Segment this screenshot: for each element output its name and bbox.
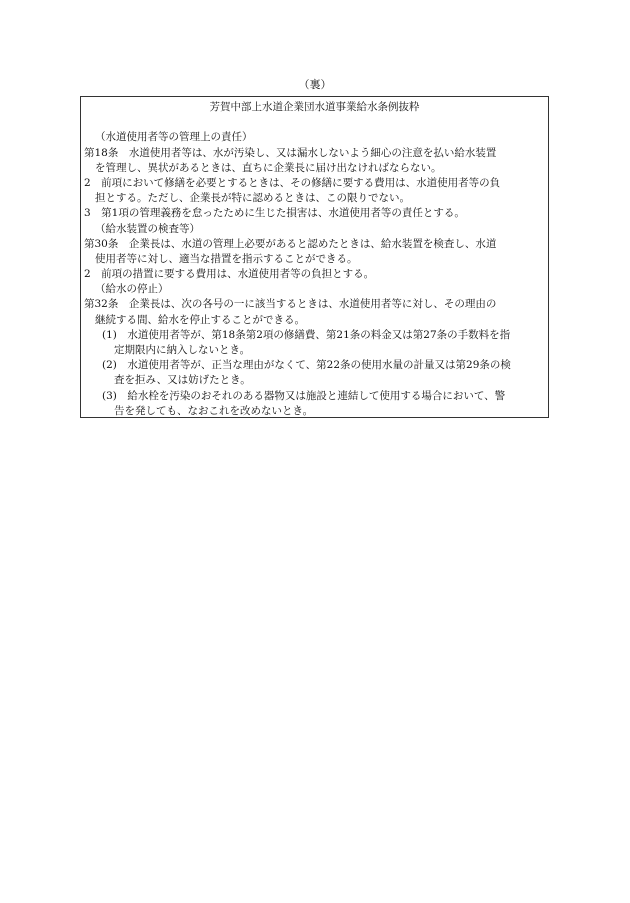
- excerpt-line: 継続する間、給水を停止することができる。: [95, 313, 305, 326]
- excerpt-line: 第32条 企業長は、次の各号の一に該当するときは、水道使用者等に対し、その理由の: [84, 298, 497, 311]
- excerpt-line: 担とする。ただし、企業長が特に認めるときは、この限りでない。: [95, 192, 410, 205]
- excerpt-body: [81, 130, 548, 419]
- excerpt-line: 2 前項の措置に要する費用は、水道使用者等の負担とする。: [84, 268, 375, 281]
- excerpt-line: 定期限内に納入しないとき。: [114, 344, 251, 356]
- blank-line: [81, 115, 548, 130]
- excerpt-line: 2 前項において修繕を必要とするときは、その修繕に要する費用は、水道使用者等の負: [84, 176, 501, 189]
- excerpt-title: 芳賀中部上水道企業団水道事業給水条例抜粋: [209, 101, 420, 113]
- excerpt-line: （水道使用者等の管理上の責任）: [95, 131, 253, 144]
- page-heading: （裏）: [298, 78, 332, 91]
- ordinance-excerpt-box: [80, 96, 549, 418]
- excerpt-line: 告を発しても、なおこれを改めないとき。: [114, 404, 314, 417]
- excerpt-line: 使用者等に対し、適当な措置を指示することができる。: [95, 252, 358, 265]
- excerpt-line: (2) 水道使用者等が、正当な理由がなくて、第22条の使用水量の計量又は第29条の検: [102, 359, 511, 372]
- excerpt-line: 査を拒み、又は妨げたとき。: [114, 374, 251, 387]
- excerpt-line: (1) 水道使用者等が、第18条第2項の修繕費、第21条の料金又は第27条の手数料を指: [102, 328, 511, 341]
- excerpt-line: (3) 給水栓を汚染のおそれのある器物又は施設と連結して使用する場合において、警: [102, 389, 506, 402]
- excerpt-line: 第30条 企業長は、水道の管理上必要があると認めたときは、給水装置を検査し、水道: [84, 237, 497, 250]
- excerpt-line: 3 第1項の管理義務を怠ったために生じた損害は、水道使用者等の責任とする。: [84, 207, 465, 220]
- excerpt-line: （給水の停止）: [95, 283, 169, 296]
- excerpt-line: を管理し、異状があるときは、直ちに企業長に届け出なければならない。: [95, 161, 442, 174]
- excerpt-line: 第18条 水道使用者等は、水が汚染し、又は漏水しないよう細心の注意を払い給水装置: [84, 146, 497, 159]
- excerpt-line: （給水装置の検査等）: [95, 222, 200, 235]
